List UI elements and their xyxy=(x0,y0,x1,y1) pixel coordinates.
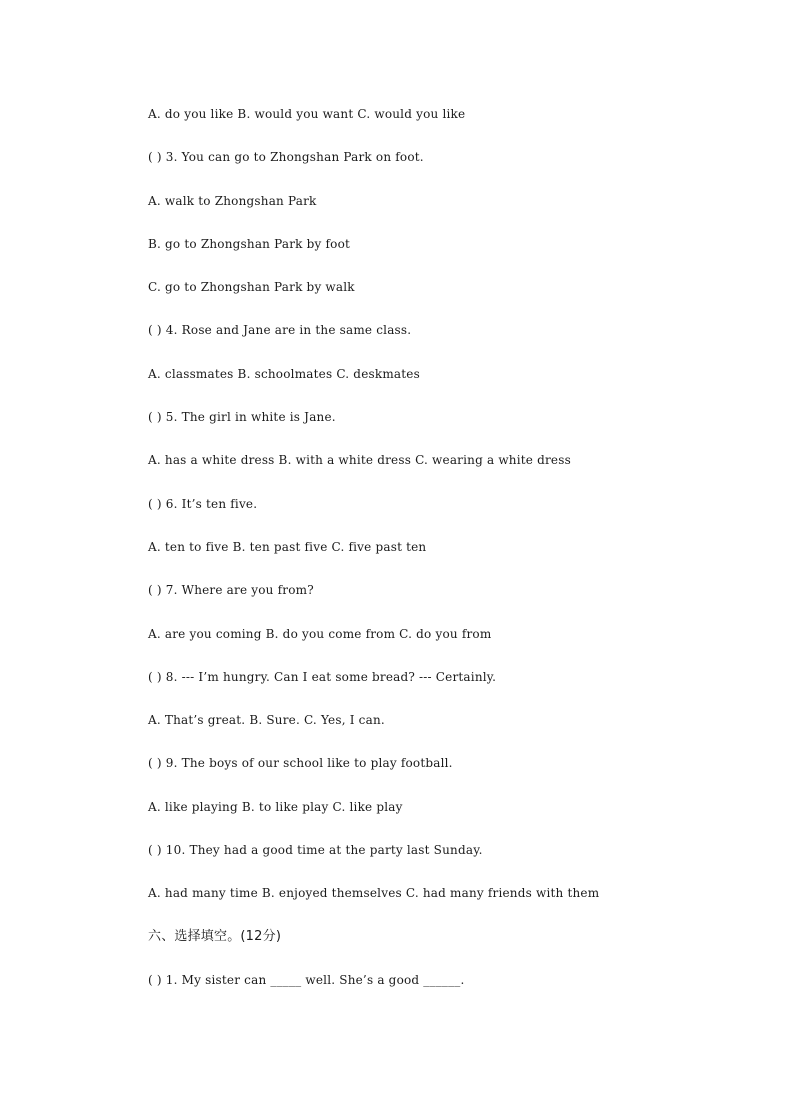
answer-options-line: A. has a white dress B. with a white dress C. wearing a white dress xyxy=(148,453,571,468)
question-4: ( ) 4. Rose and Jane are in the same class. xyxy=(148,323,412,338)
answer-options-line: A. are you coming B. do you come from C. do you from xyxy=(148,626,492,641)
answer-option-b: B. go to Zhongshan Park by foot xyxy=(148,236,351,251)
question-9: ( ) 9. The boys of our school like to play football. xyxy=(148,756,453,771)
answer-options-line: A. classmates B. schoolmates C. deskmates xyxy=(148,366,420,381)
answer-option-a: A. walk to Zhongshan Park xyxy=(148,193,317,208)
answer-options-line: A. ten to five B. ten past five C. five past ten xyxy=(148,539,427,554)
question-10: ( ) 10. They had a good time at the party last Sunday. xyxy=(148,843,483,858)
question-8: ( ) 8. --- I’m hungry. Can I eat some bread? --- Certainly. xyxy=(148,669,497,684)
answer-options-line: A. do you like B. would you want C. would you like xyxy=(148,107,466,121)
question-3: ( ) 3. You can go to Zhongshan Park on foot. xyxy=(148,150,424,165)
answer-option-c: C. go to Zhongshan Park by walk xyxy=(148,280,355,295)
section-heading: 六、选择填空。(12分) xyxy=(148,928,282,944)
question-7: ( ) 7. Where are you from? xyxy=(148,583,314,598)
answer-options-line: A. like playing B. to like play C. like play xyxy=(148,799,403,814)
question-5: ( ) 5. The girl in white is Jane. xyxy=(148,410,336,425)
question-6: ( ) 6. It’s ten five. xyxy=(148,496,258,511)
answer-options-line: A. That’s great. B. Sure. C. Yes, I can. xyxy=(148,713,385,728)
answer-options-line: A. had many time B. enjoyed themselves C. had many friends with them xyxy=(148,886,600,901)
question-1: ( ) 1. My sister can _____ well. She’s a good ______. xyxy=(148,972,465,987)
exam-page xyxy=(148,104,768,1013)
